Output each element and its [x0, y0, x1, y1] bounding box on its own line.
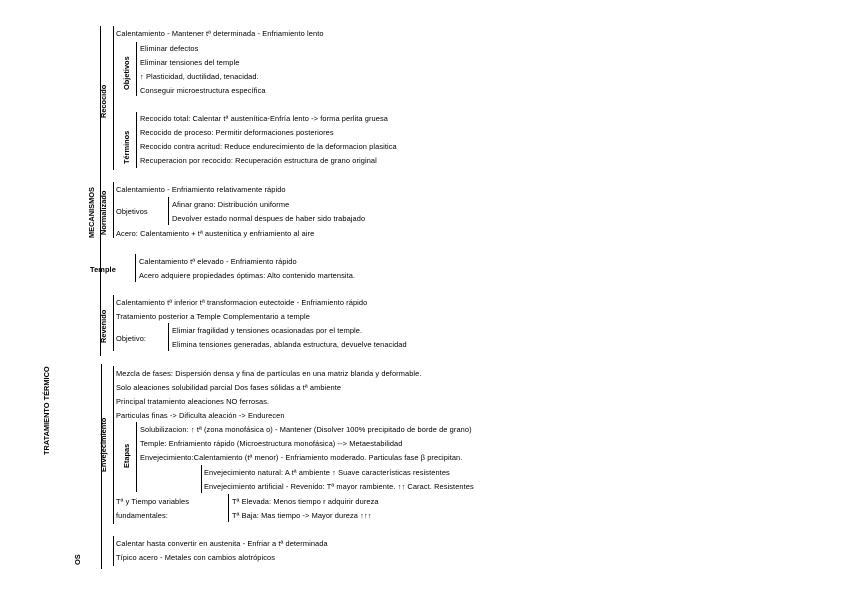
normalizado-objetivos-bracket: [168, 197, 169, 225]
envejecimiento-label: Envejecimiento: [99, 417, 108, 472]
envejecimiento-line: Mezcla de fases: Dispersión densa y fina de partículas en una matriz blanda y deformable.: [116, 369, 422, 378]
envejecimiento-etapas-label: Etapas: [122, 443, 131, 468]
title: TRATAMIENTO TÉRMICO: [42, 366, 51, 455]
recocido-termino: Recocido total: Calentar tª austenítica-Enfría lento -> forma perlita gruesa: [140, 114, 388, 123]
envejecimiento-etapa: Envejecimiento:Calentamiento (tª menor) - Enfriamiento moderado. Particulas fase β precipitan.: [140, 453, 463, 462]
alotropicos-line: Calentar hasta convertir en austenita - Enfriar a tª determinada: [116, 539, 328, 548]
normalizado-objetivos-label: Objetivos: [116, 207, 148, 216]
alotropicos-line: Típico acero - Metales con cambios alotrópicos: [116, 553, 276, 562]
recocido-objetivos-label: Objetivos: [122, 56, 131, 90]
recocido-termino: Recocido de proceso: Permitir deformaciones posteriores: [140, 128, 334, 137]
envejecimiento-etapa: Solubilizacion: ↑ tª (zona monofásica o) - Mantener (Disolver 100% precipitado de borde de grano): [140, 425, 472, 434]
normalizado-objetivo: Afinar grano: Distribución uniforme: [172, 200, 290, 209]
temple-line: Calentamiento tª elevado - Enfriamiento rápido: [139, 257, 297, 266]
revenido-line: Tratamiento posterior a Temple Complementario a temple: [116, 312, 310, 321]
recocido-objetivo: Eliminar defectos: [140, 44, 199, 53]
envejecimiento-variable: Tª Elevada: Menos tiempo r adquirir dureza: [232, 497, 379, 506]
revenido-label: Revenido: [99, 309, 108, 343]
recocido-bracket: [113, 26, 114, 170]
envejecimiento-variables-label: fundamentales:: [116, 511, 168, 520]
recocido-termino: Recuperacion por recocido: Recuperación estructura de grano original: [140, 156, 377, 165]
envejecimiento-variables-bracket: [228, 494, 229, 522]
alotropicos-label: OS: [73, 554, 82, 565]
recocido-terminos-bracket: [136, 112, 137, 168]
envejecimiento-artificial: Envejecimiento artificial - Revenido: Tª mayor rambiente. ↑↑ Caract. Resistentes: [204, 482, 474, 491]
recocido-line1: Calentamiento - Mantener tª determinada - Enfriamiento lento: [116, 29, 324, 38]
normalizado-bracket: [113, 182, 114, 238]
normalizado-line-last: Acero: Calentamiento + tª austenitica y enfriamiento al aire: [116, 229, 315, 238]
recocido-termino: Recocido contra acritud: Reduce endurecimiento de la deformacion plasitica: [140, 142, 397, 151]
envejecimiento-tipos-bracket: [201, 465, 202, 493]
recocido-terminos-label: Términos: [122, 130, 131, 164]
envejecimiento-line: Principal tratamiento aleaciones NO ferrosas.: [116, 397, 270, 406]
normalizado-line1: Calentamiento - Enfriamiento relativamente rápido: [116, 185, 286, 194]
envejecimiento-line: Particulas finas -> Dificulta aleación -> Endurecen: [116, 411, 285, 420]
recocido-objetivo: ↑ Plasticidad, ductilidad, tenacidad.: [140, 72, 259, 81]
revenido-objetivo-bracket: [168, 323, 169, 351]
revenido-objetivo: Elimina tensiones generadas, ablanda estructura, devuelve tenacidad: [172, 340, 407, 349]
revenido-bracket: [113, 295, 114, 351]
revenido-line: Calentamiento tª inferior tª transformacion eutectoide - Enfriamiento rápido: [116, 298, 368, 307]
alotropicos-bracket: [113, 536, 114, 566]
envejecimiento-line: Solo aleaciones solubilidad parcial Dos fases sólidas a tª ambiente: [116, 383, 342, 392]
envejecimiento-etapas-bracket: [136, 422, 137, 492]
envejecimiento-natural: Envejecimiento natural: A tª ambiente ↑ Suave características resistentes: [204, 468, 450, 477]
temple-bracket: [135, 254, 136, 282]
envejecimiento-variables-label: Tª y Tiempo variables: [116, 497, 190, 506]
recocido-objetivo: Conseguir microestructura específica: [140, 86, 266, 95]
envejecimiento-variable: Tª Baja: Mas tiempo -> Mayor dureza ↑↑↑: [232, 511, 372, 520]
envejecimiento-bracket: [113, 366, 114, 524]
recocido-label: Recocido: [99, 84, 108, 118]
recocido-objetivo: Eliminar tensiones del temple: [140, 58, 240, 67]
revenido-objetivo-label: Objetivo:: [116, 334, 147, 343]
normalizado-label: Normalizado: [99, 190, 108, 235]
normalizado-objetivo: Devolver estado normal despues de haber sido trabajado: [172, 214, 366, 223]
revenido-objetivo: Elimiar fragilidad y tensiones ocasionadas por el temple.: [172, 326, 363, 335]
temple-line: Acero adquiere propiedades óptimas: Alto contenido martensita.: [139, 271, 356, 280]
envejecimiento-etapa: Temple: Enfriamiento rápido (Microestructura monofásica) --> Metaestabilidad: [140, 439, 403, 448]
recocido-objetivos-bracket: [136, 42, 137, 96]
temple-label: Temple: [90, 265, 116, 274]
mecanismos-label: MECANISMOS: [87, 187, 96, 238]
